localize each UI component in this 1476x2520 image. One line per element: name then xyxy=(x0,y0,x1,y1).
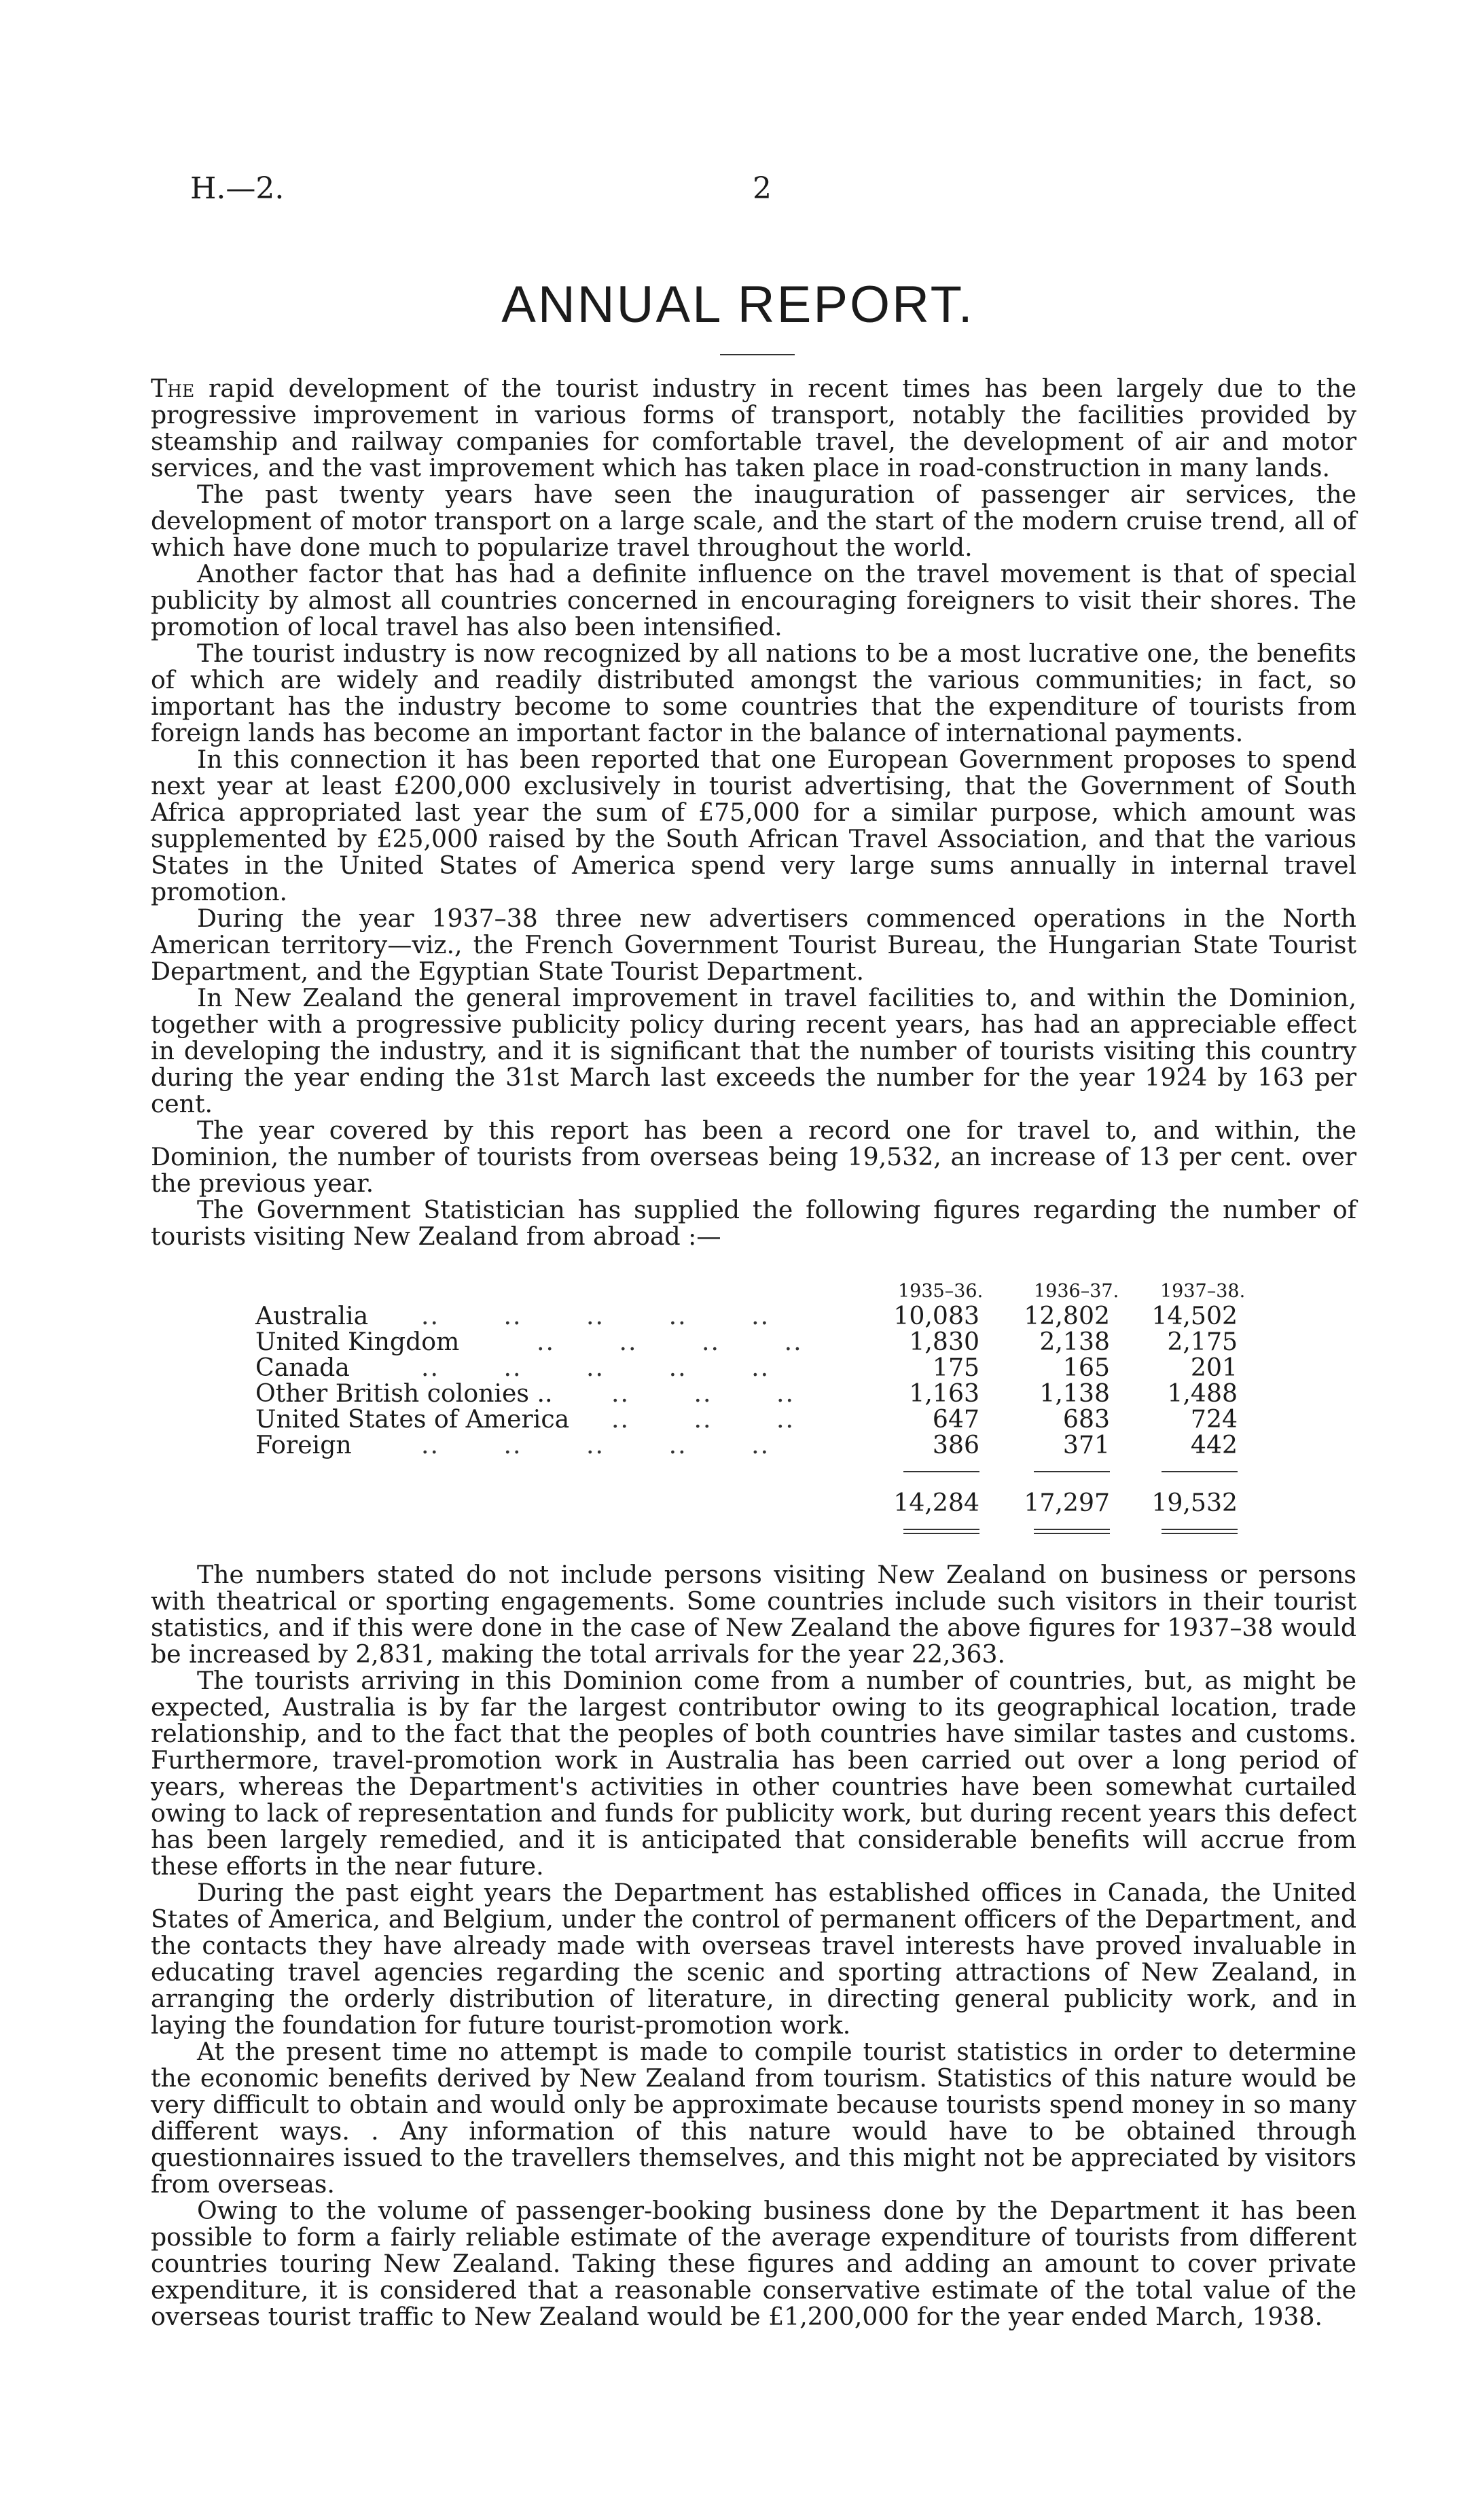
cell-value: 386 xyxy=(932,1430,979,1459)
total-value: 14,284 xyxy=(893,1488,979,1517)
total-rule xyxy=(1162,1471,1238,1472)
lead-word: The xyxy=(151,374,195,403)
cell-value: 647 xyxy=(932,1404,979,1434)
row-label: Foreign xyxy=(255,1430,352,1459)
cell-value: 2,175 xyxy=(1167,1327,1238,1356)
column-header: 1936–37. xyxy=(1034,1281,1119,1302)
double-rule xyxy=(1034,1529,1110,1530)
cell-value: 724 xyxy=(1190,1404,1238,1434)
cell-value: 2,138 xyxy=(1039,1327,1110,1356)
cell-value: 1,830 xyxy=(909,1327,979,1356)
paragraph: In this connection it has been reported that one European Government proposes to spend next year at least £200,000 exclusively in tourist advertising, that the Government of South Africa appropriated last year the sum of £75,000 for a similar purpose, which amount was supplemented by £25,000 raised by the South African Travel Association, and that the various States in the United States of America spend very large sums annually in internal travel promotion. xyxy=(151,745,1356,906)
leader-dots: .. .. .. .. .. xyxy=(421,1301,770,1330)
paragraph: The Government Statistician has supplied the following figures regarding the number of tourists visiting New Zealand from abroad :— xyxy=(151,1195,1356,1251)
leader-dots: .. .. .. xyxy=(611,1404,795,1434)
cell-value: 442 xyxy=(1190,1430,1238,1459)
paragraph: At the present time no attempt is made to compile tourist statistics in order to determine the economic benefits derived by New Zealand from tourism. Statistics of this nature would be very difficult to obtain and would only be approximate because tourists spend money in so many different ways. . Any information of this nature would have to be obtained through questionnaires issued to the travellers themselves, and this might not be appreciated by visitors from overseas. xyxy=(151,2037,1356,2199)
cell-value: 683 xyxy=(1062,1404,1110,1434)
leader-dots: .. .. .. .. .. xyxy=(421,1353,770,1382)
row-label: Canada xyxy=(255,1353,350,1382)
closing-paragraphs xyxy=(151,1561,1356,2330)
cell-value: 371 xyxy=(1062,1430,1110,1459)
row-label: United States of America xyxy=(255,1404,570,1434)
cell-value: 175 xyxy=(932,1353,979,1382)
cell-value: 165 xyxy=(1062,1353,1110,1382)
cell-value: 10,083 xyxy=(893,1301,979,1330)
paragraph: The tourists arriving in this Dominion come from a number of countries, but, as might be expected, Australia is by far the largest contributor owing to its geographical location, trade relationship, and to the fact that the peoples of both countries have similar tastes and customs. Furthermore, travel-promotion work in Australia has been carried out over a long period of years, whereas the Department's activities in other countries have been somewhat curtailed owing to lack of representation and funds for publicity work, but during recent years this defect has been largely remedied, and it is anticipated that considerable benefits will accrue from these efforts in the near future. xyxy=(151,1666,1356,1881)
cell-value: 1,488 xyxy=(1167,1379,1238,1408)
total-value: 19,532 xyxy=(1151,1488,1238,1517)
double-rule xyxy=(903,1533,979,1534)
paragraph: During the year 1937–38 three new advertisers commenced operations in the North American territory—viz., the French Government Tourist Bureau, the Hungarian State Tourist Department, and the Egyptian State Tourist Department. xyxy=(151,904,1356,986)
double-rule xyxy=(1162,1533,1238,1534)
cell-value: 1,138 xyxy=(1039,1379,1110,1408)
paragraph: Owing to the volume of passenger-booking business done by the Department it has been possible to form a fairly reliable estimate of the average expenditure of tourists from different countries touring New Zealand. Taking these figures and adding an amount to cover private expenditure, it is considered that a reasonable conservative estimate of the total value of the overseas tourist traffic to New Zealand would be £1,200,000 for the year ended March, 1938. xyxy=(151,2196,1356,2331)
paragraph: The rapid development of the tourist industry in recent times has been largely due to the progressive improvement in various forms of transport, notably the facilities provided by steamship and railway companies for comfortable travel, the development of air and motor services, and the vast improvement which has taken place in road-construction in many lands. xyxy=(151,374,1356,482)
double-rule xyxy=(1034,1533,1110,1534)
intro-paragraphs xyxy=(151,375,1356,1249)
report-title: ANNUAL REPORT. xyxy=(501,276,975,334)
cell-value: 201 xyxy=(1190,1353,1238,1382)
row-label: Other British colonies .. xyxy=(255,1379,553,1408)
leader-dots: .. .. .. .. xyxy=(537,1327,803,1356)
paragraph: The past twenty years have seen the inauguration of passenger air services, the development of motor transport on a large scale, and the start of the modern cruise trend, all of which have done much to popularize travel throughout the world. xyxy=(151,480,1356,562)
cell-value: 12,802 xyxy=(1024,1301,1110,1330)
paragraph: Another factor that has had a definite influence on the travel movement is that of special publicity by almost all countries concerned in encouraging foreigners to visit their shores. The promotion of local travel has also been intensified. xyxy=(151,559,1356,641)
cell-value: 1,163 xyxy=(909,1379,979,1408)
leader-dots: .. .. .. xyxy=(611,1379,795,1408)
total-value: 17,297 xyxy=(1024,1488,1110,1517)
column-header: 1937–38. xyxy=(1160,1281,1246,1302)
total-rule xyxy=(903,1471,979,1472)
leader-dots: .. .. .. .. .. xyxy=(421,1430,770,1459)
double-rule xyxy=(1162,1529,1238,1530)
title-underline xyxy=(720,354,795,355)
cell-value: 14,502 xyxy=(1151,1301,1238,1330)
page-number: 2 xyxy=(753,171,772,206)
paragraph: In New Zealand the general improvement in travel facilities to, and within the Dominion, together with a progressive publicity policy during recent years, has had an appreciable effect in developing the industry, and it is significant that the number of tourists visiting this country during the year ending the 31st March last exceeds the number for the year 1924 by 163 per cent. xyxy=(151,983,1356,1118)
paragraph: The tourist industry is now recognized by all nations to be a most lucrative one, the benefits of which are widely and readily distributed amongst the various communities; in fact, so important has the industry become to some countries that the expenditure of tourists from foreign lands has become an important factor in the balance of international payments. xyxy=(151,639,1356,747)
paragraph: The numbers stated do not include persons visiting New Zealand on business or persons with theatrical or sporting engagements. Some countries include such visitors in their tourist statistics, and if this were done in the case of New Zealand the above figures for 1937–38 would be increased by 2,831, making the total arrivals for the year 22,363. xyxy=(151,1560,1356,1669)
total-rule xyxy=(1034,1471,1110,1472)
document-reference: H.—2. xyxy=(190,171,285,206)
row-label: Australia xyxy=(255,1301,369,1330)
row-label: United Kingdom xyxy=(255,1327,460,1356)
paragraph: The year covered by this report has been a record one for travel to, and within, the Dominion, the number of tourists from overseas being 19,532, an increase of 13 per cent. over the previous year. xyxy=(151,1116,1356,1198)
column-header: 1935–36. xyxy=(898,1281,984,1302)
double-rule xyxy=(903,1529,979,1530)
paragraph: During the past eight years the Department has established offices in Canada, the United States of America, and Belgium, under the control of permanent officers of the Department, and the contacts they have already made with overseas travel interests have proved invaluable in educating travel agencies regarding the scenic and sporting attractions of New Zealand, in arranging the orderly distribution of literature, in directing general publicity work, and in laying the foundation for future tourist-promotion work. xyxy=(151,1878,1356,2040)
